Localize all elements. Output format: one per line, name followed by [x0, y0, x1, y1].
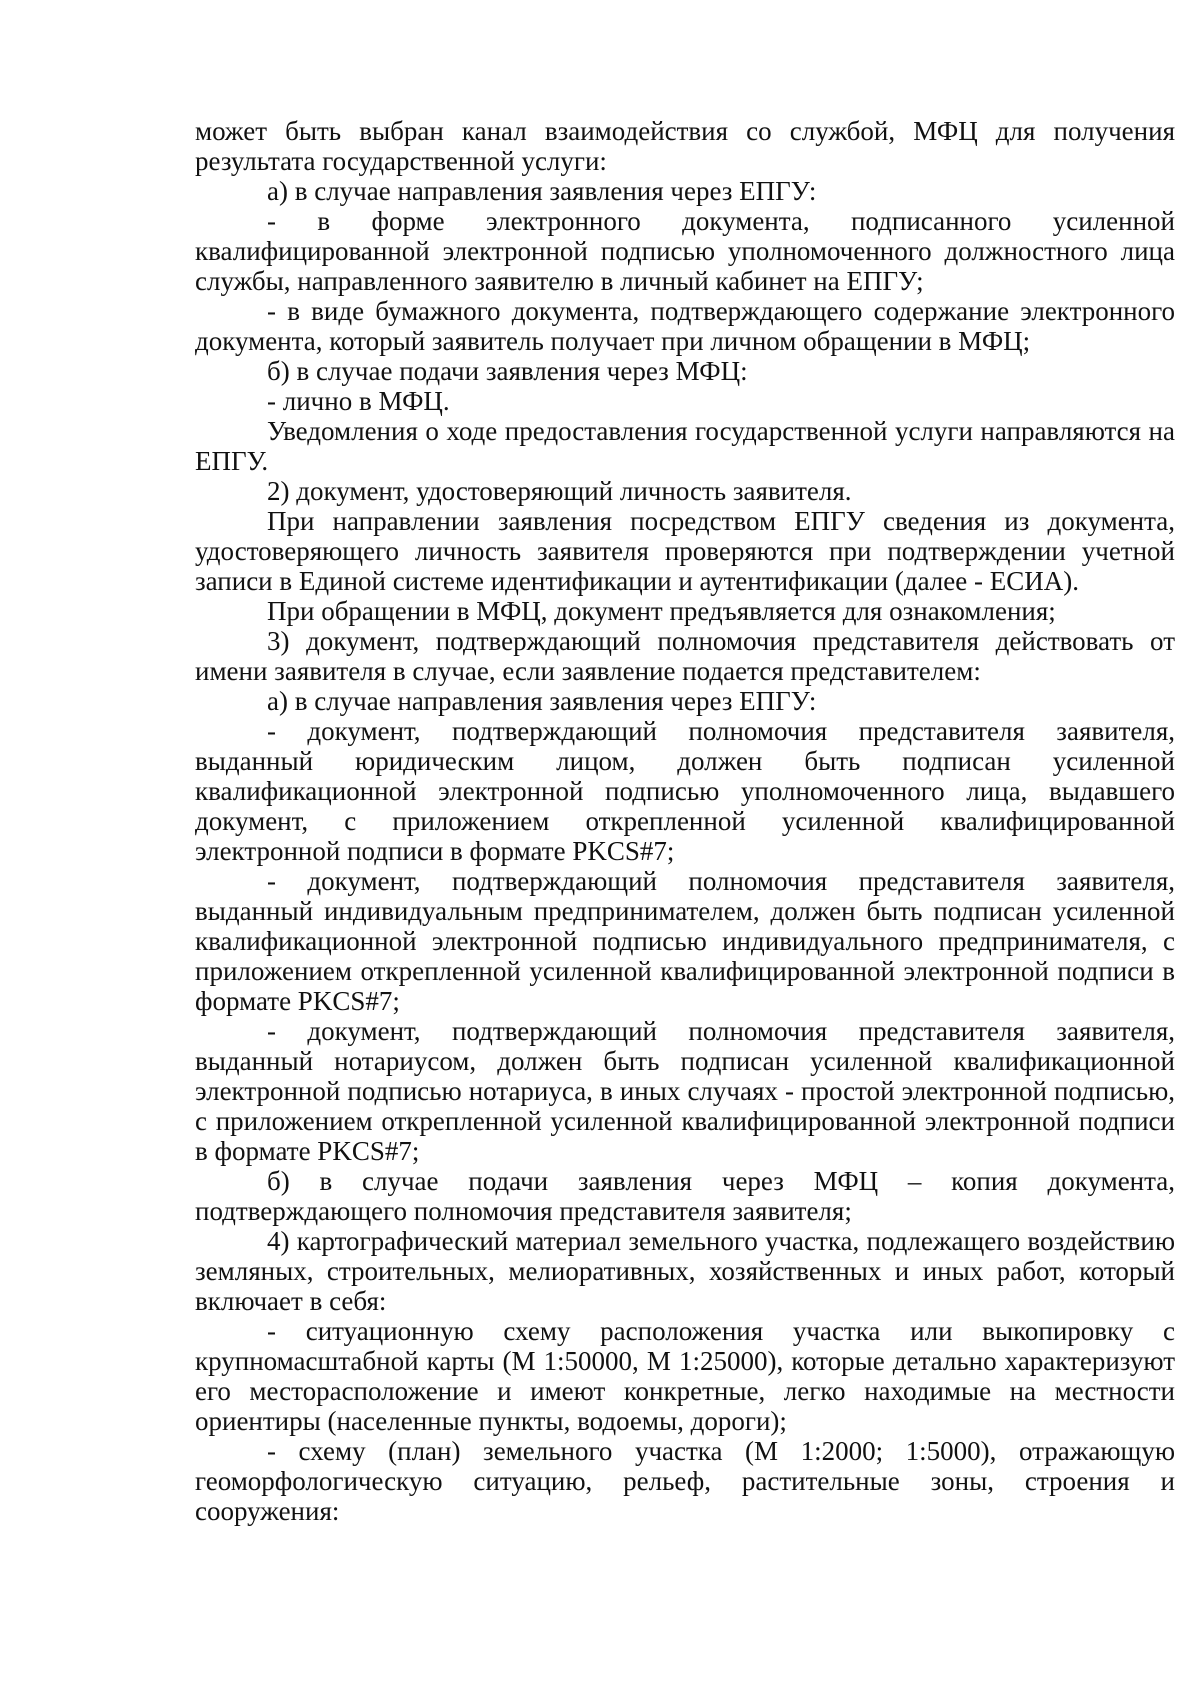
- paragraph-mfc-case-b: б) в случае подачи заявления через МФЦ:: [267, 356, 748, 386]
- paragraph-identity-document: 2) документ, удостоверяющий личность заявителя.: [267, 476, 852, 506]
- paragraph-esia-check: При направлении заявления посредством ЕПГУ сведения из документа, удостоверяющего личность заявителя проверяются при подтверждении учетной записи в Единой системе идентификации и аутентификации (далее - ЕСИА).: [195, 506, 1175, 596]
- paragraph-notary: - документ, подтверждающий полномочия представителя заявителя, выданный нотариусом, должен быть подписан усиленной квалификационной электронной подписью нотариуса, в иных случаях - простой электронной подписью, с приложением открепленной усиленной квалифицированной электронной подписи в формате PKCS#7;: [195, 1016, 1175, 1166]
- paragraph-epgu-case-a: а) в случае направления заявления через ЕПГУ:: [267, 176, 817, 206]
- paragraph-epgu-case-a-2: а) в случае направления заявления через ЕПГУ:: [267, 686, 817, 716]
- paragraph-cartographic-material: 4) картографический материал земельного участка, подлежащего воздействию земляных, строительных, мелиоративных, хозяйственных и иных работ, который включает в себя:: [195, 1226, 1175, 1316]
- document-body: [195, 116, 1175, 1526]
- paragraph-electronic-form: - в форме электронного документа, подписанного усиленной квалифицированной электронной подписью уполномоченного должностного лица службы, направленного заявителю в личный кабинет на ЕПГУ;: [195, 206, 1175, 296]
- paragraph-legal-entity: - документ, подтверждающий полномочия представителя заявителя, выданный юридическим лицом, должен быть подписан усиленной квалификационной электронной подписью уполномоченного лица, выдавшего документ, с приложением открепленной усиленной квалифицированной электронной подписи в формате PKCS#7;: [195, 716, 1175, 866]
- paragraph-representative-authority: 3) документ, подтверждающий полномочия представителя действовать от имени заявителя в случае, если заявление подается представителем:: [195, 626, 1175, 686]
- paragraph-in-person: - лично в МФЦ.: [267, 386, 450, 416]
- paragraph-mfc-presentation: При обращении в МФЦ, документ предъявляется для ознакомления;: [267, 596, 1056, 626]
- paragraph-notifications: Уведомления о ходе предоставления государственной услуги направляются на ЕПГУ.: [195, 416, 1175, 476]
- paragraph-result-channel: может быть выбран канал взаимодействия со службой, МФЦ для получения результата государственной услуги:: [195, 116, 1175, 176]
- paragraph-land-plan: - схему (план) земельного участка (М 1:2000; 1:5000), отражающую геоморфологическую ситуацию, рельеф, растительные зоны, строения и сооружения:: [195, 1436, 1175, 1526]
- paragraph-paper-form: - в виде бумажного документа, подтверждающего содержание электронного документа, который заявитель получает при личном обращении в МФЦ;: [195, 296, 1175, 356]
- paragraph-mfc-copy: б) в случае подачи заявления через МФЦ – копия документа, подтверждающего полномочия представителя заявителя;: [195, 1166, 1175, 1226]
- paragraph-entrepreneur: - документ, подтверждающий полномочия представителя заявителя, выданный индивидуальным предпринимателем, должен быть подписан усиленной квалификационной электронной подписью индивидуального предпринимателя, с приложением открепленной усиленной квалифицированной электронной подписи в формате PKCS#7;: [195, 866, 1175, 1016]
- paragraph-situational-scheme: - ситуационную схему расположения участка или выкопировку с крупномасштабной карты (М 1:50000, М 1:25000), которые детально характеризуют его месторасположение и имеют конкретные, легко находимые на местности ориентиры (населенные пункты, водоемы, дороги);: [195, 1316, 1175, 1436]
